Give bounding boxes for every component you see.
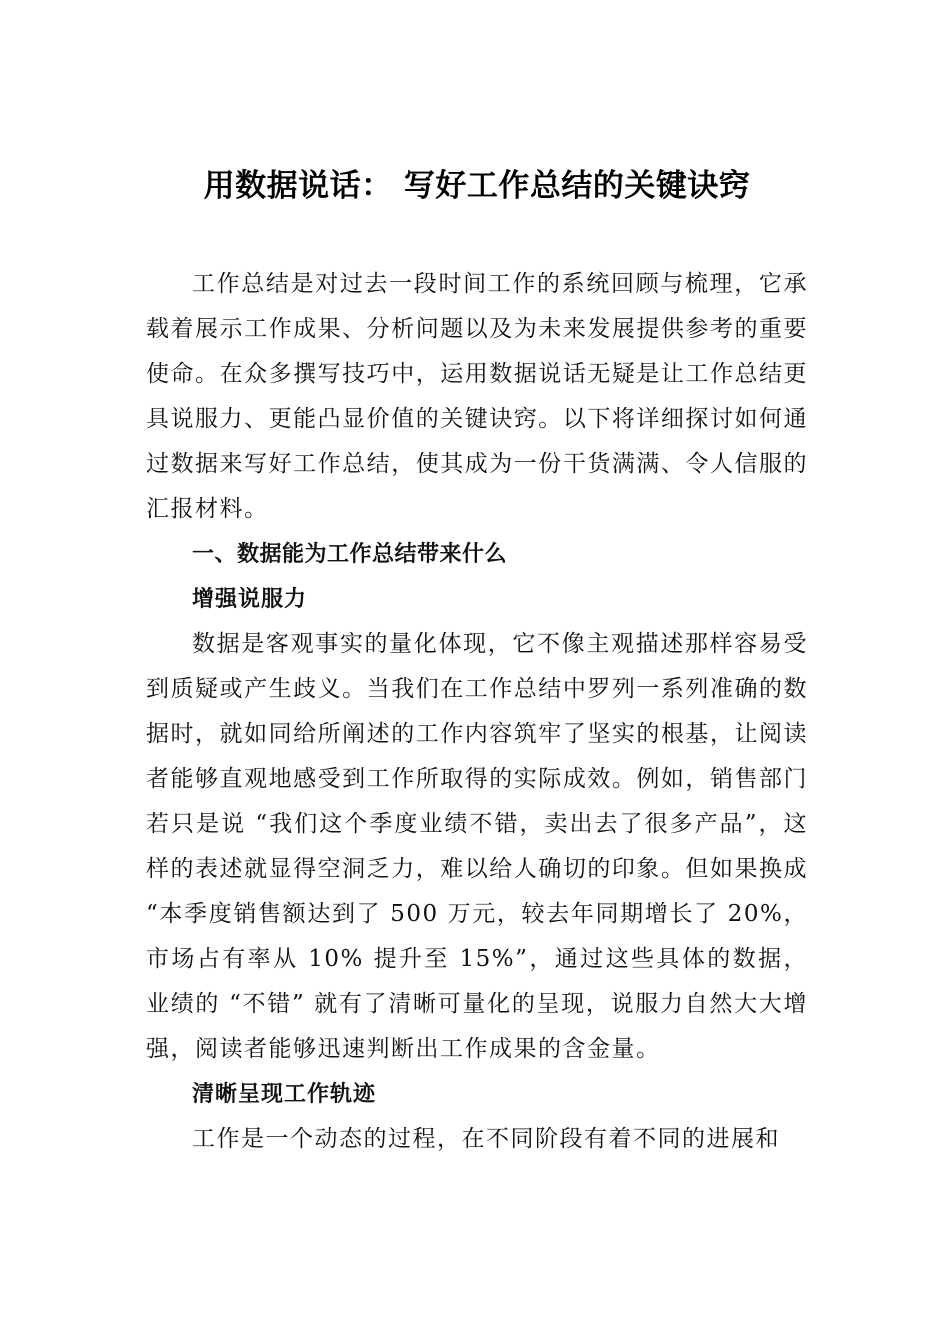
- intro-paragraph: 工作总结是对过去一段时间工作的系统回顾与梳理，它承载着展示工作成果、分析问题以及为未来发展提供参考的重要使命。在众多撰写技巧中，运用数据说话无疑是让工作总结更具说服力、更能凸显价值的关键诀窍。以下将详细探讨如何通过数据来写好工作总结，使其成为一份干货满满、令人信服的汇报材料。: [146, 271, 808, 522]
- section-heading: 一、数据能为工作总结带来什么: [192, 542, 508, 567]
- subsection-body-work-trajectory: 工作是一个动态的过程，在不同阶段有着不同的进展和: [192, 1126, 780, 1152]
- subsection-title-work-trajectory: 清晰呈现工作轨迹: [192, 1081, 377, 1107]
- document-title: 用数据说话： 写好工作总结的关键诀窍: [203, 168, 751, 204]
- document-body: [146, 166, 808, 1162]
- subsection-body-persuasiveness: 数据是客观事实的量化体现，它不像主观描述那样容易受到质疑或产生歧义。当我们在工作总结中罗列一系列准确的数据时，就如同给所阐述的工作内容筑牢了坚实的根基，让阅读者能够直观地感受到工作所取得的实际成效。例如，销售部门若只是说 “我们这个季度业绩不错，卖出去了很多产品”，这样的表述就显得空洞乏力，难以给人确切的印象。但如果换成 “本季度销售额达到了 500 万元，较去年同期增长了 20%，市场占有率从 10% 提升至 15%”，通过这些具体的数据，业绩的 “不错” 就有了清晰可量化的呈现，说服力自然大大增强，阅读者能够迅速判断出工作成果的含金量。: [146, 631, 808, 1062]
- subsection-title-persuasiveness: 增强说服力: [192, 586, 308, 612]
